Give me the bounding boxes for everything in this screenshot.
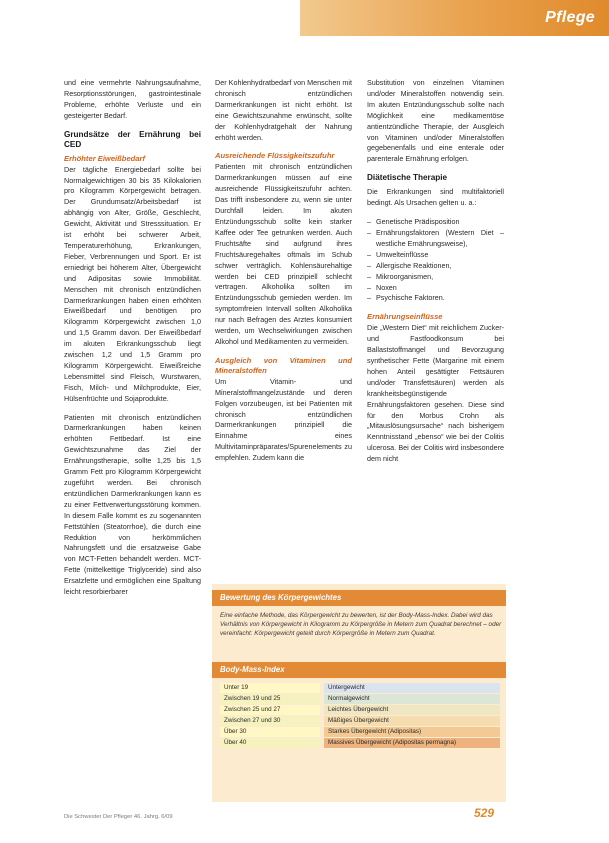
- bmi-category: Leichtes Übergewicht: [324, 705, 500, 715]
- header-bar: [300, 0, 609, 36]
- footer-source: Die Schwester Der Pfleger 46. Jahrg. 6/09: [64, 814, 173, 820]
- bmi-range: Zwischen 19 und 25: [220, 694, 320, 704]
- bmi-row: [220, 716, 500, 726]
- bmi-category: Mäßiges Übergewicht: [324, 716, 500, 726]
- list-item: – Umwelteinflüsse: [367, 250, 504, 261]
- causes-list: [367, 217, 504, 304]
- column-3: [367, 78, 504, 473]
- subheading: Erhöhter Eiweißbedarf: [64, 153, 146, 163]
- subheading: Ausgleich von Vitaminen und Mineralstoffen: [215, 355, 352, 375]
- box-title: Bewertung des Körpergewichtes: [212, 590, 506, 606]
- paragraph: Um Vitamin- und Mineralstoffmangelzustände und deren Folgen vorzubeugen, ist bei Patienten mit chronisch entzündlichen Darmerkrankungen prinzipiell die Einnahme eines Multivitaminpräparates/Spurenelements zu empfehlen. Zudem kann die: [215, 376, 352, 463]
- paragraph: Die Erkrankungen sind multifaktoriell bedingt. Als Ursachen gelten u. a.:: [367, 187, 504, 208]
- bmi-category: Starkes Übergewicht (Adipositas): [324, 727, 500, 737]
- column-2: [215, 78, 352, 472]
- list-item: – Mikroorganismen,: [367, 272, 504, 283]
- paragraph: und eine vermehrte Nahrungsaufnahme, Resorptionsstörungen, gastrointestinale Probleme, erhöhte Verluste und ein gesteigerter Bedarf.: [64, 78, 201, 120]
- bmi-row: [220, 694, 500, 704]
- bmi-range: Über 30: [220, 727, 320, 737]
- list-item: – Ernährungsfaktoren (Western Diet – westliche Ernährungsweise),: [367, 228, 504, 250]
- bmi-row: [220, 738, 500, 748]
- paragraph: Patienten mit chronisch entzündlichen Darmerkrankungen haben keinen erhöhten Fettbedarf. Ist eine Gewichtszunahme das Ziel der Ernährungstherapie, sollte 1,25 bis 1,5 Gramm Fett pro Kilogramm Körpergewicht zugeführt werden. Bei chronisch entzündlichen Darmerkrankungen kann es zu einer Fettverwertungsstörung kommen. In diesem Falle kommt es zu sogenannten Fettstühlen (Steatorrhoe), die durch eine Reduktion von herkömmlichen Nahrungsfett und die ersatzweise Gabe von MCT-Fetten behandelt werden. MCT-Fette (mittelkettige Triglyceride) sind also Ersatzfette und ermöglichen eine Spaltung leicht resorbierbarer: [64, 412, 201, 597]
- bmi-row: [220, 683, 500, 693]
- paragraph: Der tägliche Energiebedarf sollte bei Normalgewichtigen 30 bis 35 Kilokalorien pro Kilogramm Körpergewicht betragen. Der Grundumsatz/Arbeitsbedarf ist abhängig von Alter, Größe, Geschlecht, Gewicht, Aktivität und Stresssituation. Er ist erhöht bei schwerer Arbeit, Temperaturerhöhung, Erkrankungen, Fieber, Verbrennungen und Sport. Er ist erniedrigt bei höherem Alter, Übergewicht und Adipositas sowie Immobilität. Menschen mit chronisch entzündlichen Darmerkrankungen haben einen erhöhten Eiweißbedarf und benötigen pro Kilogramm Körpergewicht zwischen 1,0 und 1,5 Gramm davon. Der Eiweißbedarf im akuten Erkrankungsschub liegt zwischen 1,2 und 1,5 Gramm pro Kilogramm Körpergewicht. Eiweißreiche Lebensmittel sind Fleisch, Wurstwaren, Fisch, Milch- und Milchprodukte, Eier, Hülsenfrüchte und Sojaprodukte.: [64, 164, 201, 403]
- bmi-table-title: Body-Mass-Index: [212, 662, 506, 678]
- subheading: Ausreichende Flüssigkeitszufuhr: [215, 151, 335, 161]
- paragraph: Substitution von einzelnen Vitaminen und/oder Mineralstoffen notwendig sein. Im akuten Entzündungsschub sollte nach Möglichkeit eine medikamentöse antientzündliche Therapie, der Ausgleich von Vitaminen und/oder Mineralstoffen gegebenenfalls und eine enterale oder parenterale Ernährung erfolgen.: [367, 78, 504, 164]
- bmi-range: Zwischen 25 und 27: [220, 705, 320, 715]
- bmi-range: Zwischen 27 und 30: [220, 716, 320, 726]
- list-item: – Genetische Prädisposition: [367, 217, 504, 228]
- box-text: Eine einfache Methode, das Körpergewicht zu bewerten, ist der Body-Mass-Index. Dabei wird das Verhältnis von Körpergewicht in Kilogramm zu Körpergröße in Metern zum Quadrat berechnet – oder vereinfacht: Körpergewicht geteilt durch Körpergröße in Metern zum Quadrat.: [220, 612, 502, 637]
- section-heading: Grundsätze der Ernährung bei CED: [64, 129, 201, 149]
- column-1: [64, 78, 201, 606]
- bmi-category: Massives Übergewicht (Adipositas permagna): [324, 738, 500, 748]
- bmi-category: Untergewicht: [324, 683, 500, 693]
- paragraph: Patienten mit chronisch entzündlichen Darmerkrankungen müssen auf eine ausreichende Flüssigkeitszufuhr achten. Das trifft insbesondere zu, wenn sie unter Durchfall leiden. Im akuten Entzündungsschub sollte kein starker Kaffee oder Tee getrunken werden. Auch Fruchtsäfte sind aufgrund ihres Fruchtsäuregehaltes oftmals im Schub schwer verträglich. Kohlensäurehaltige werden bei CED prinzipiell schlecht vertragen. Alkoholika sollten im Entzündungsschub gemieden werden. Im symptomfreien Intervall sollten Alkoholika nur nach Befragen des Arztes konsumiert werden, um Wechselwirkungen zwischen Alkohol und Medikamenten zu vermeiden.: [215, 162, 352, 346]
- bmi-range: Über 40: [220, 738, 320, 748]
- section-title: Pflege: [545, 9, 595, 26]
- page-number: 529: [474, 806, 495, 820]
- subheading: Ernährungseinflüsse: [367, 312, 443, 322]
- bmi-row: [220, 705, 500, 715]
- bmi-category: Normalgewicht: [324, 694, 500, 704]
- bmi-row: [220, 727, 500, 737]
- list-item: – Allergische Reaktionen,: [367, 261, 504, 272]
- paragraph: Die „Western Diet“ mit reichlichem Zucker- und Fastfoodkonsum bei Ballaststoffmangel und Bevorzugung synthetischer Fette (Margarine mit einem hohen Anteil gesättigter Fettsäuren und/oder Transfettsäuren) werden als krankheitsbegünstigende Ernährungsfaktoren gesehen. Diese sind für den Morbus Crohn als „Mitauslösungsursache“ nach bisherigem Kenntnisstand „ebenso“ wie bei der Colitis ulcerosa. Bei der Colitis wird insbesondere dem nicht: [367, 323, 504, 464]
- list-item: – Noxen: [367, 283, 504, 294]
- paragraph: Der Kohlenhydratbedarf von Menschen mit chronisch entzündlichen Darmerkrankungen ist nicht erhöht. Ist eine Gewichtszunahme erwünscht, sollte der Kohlenhydratgehalt der Nahrung erhöht werden.: [215, 78, 352, 142]
- bmi-info-box: [212, 584, 506, 802]
- section-heading: Diätetische Therapie: [367, 173, 448, 183]
- bmi-range: Unter 19: [220, 683, 320, 693]
- list-item: – Psychische Faktoren.: [367, 293, 504, 304]
